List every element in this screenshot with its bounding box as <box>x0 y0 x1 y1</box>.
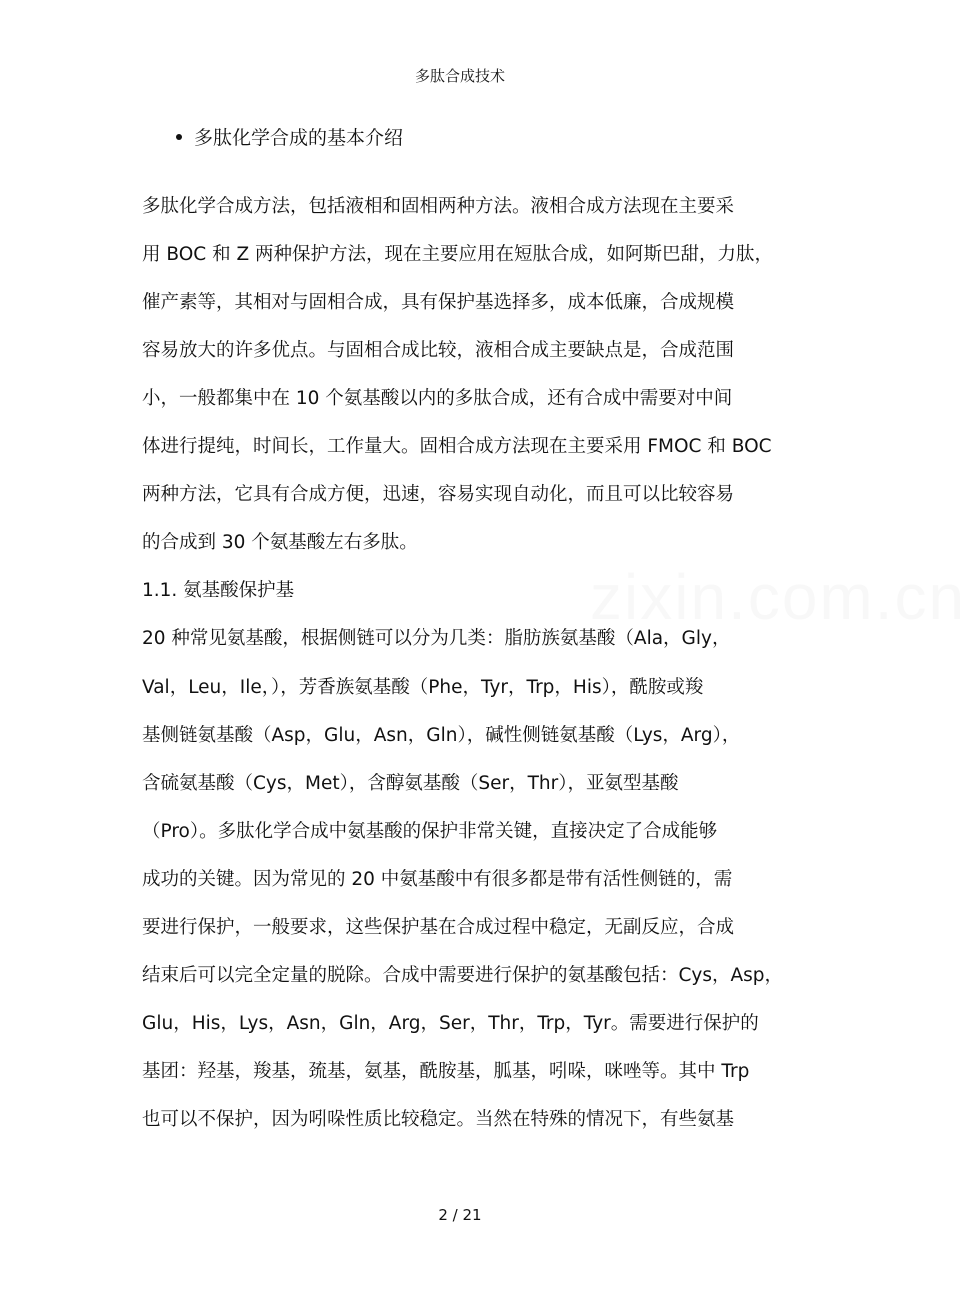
paragraph-line: 也可以不保护，因为吲哚性质比较稳定。当然在特殊的情况下，有些氨基 <box>142 1109 735 1130</box>
paragraph-line: （Pro）。多肽化学合成中氨基酸的保护非常关键，直接决定了合成能够 <box>142 821 718 842</box>
bullet-heading <box>176 124 403 152</box>
paragraph-line: 基侧链氨基酸（Asp，Glu，Asn，Gln），碱性侧链氨基酸（Lys，Arg）， <box>142 725 741 746</box>
page-header: 多肽合成技术 <box>414 67 505 85</box>
paragraph-line: 小，一般都集中在 10 个氨基酸以内的多肽合成，还有合成中需要对中间 <box>142 388 733 409</box>
paragraph-line: 容易放大的许多优点。与固相合成比较，液相合成主要缺点是，合成范围 <box>142 340 735 361</box>
paragraph-line: Val，Leu，Ile，），芳香族氨基酸（Phe，Tyr，Trp，His），酰胺或羧 <box>142 677 704 698</box>
page-number: 2 / 21 <box>438 1206 482 1224</box>
paragraph-line: 用 BOC 和 Z 两种保护方法，现在主要应用在短肽合成，如阿斯巴甜，力肽， <box>142 244 774 265</box>
paragraph-line: 成功的关键。因为常见的 20 中氨基酸中有很多都是带有活性侧链的，需 <box>142 869 733 890</box>
paragraph-line: 的合成到 30 个氨基酸左右多肽。 <box>142 532 418 553</box>
paragraph-line: Glu，His，Lys，Asn，Gln，Arg，Ser，Thr，Trp，Tyr。需要进行保护的 <box>142 1013 759 1034</box>
bullet-dot-icon <box>176 134 182 140</box>
paragraph-line: 体进行提纯，时间长，工作量大。固相合成方法现在主要采用 FMOC 和 BOC <box>142 436 772 457</box>
paragraph-line: 含硫氨基酸（Cys，Met），含醇氨基酸（Ser，Thr），亚氨型基酸 <box>142 773 679 794</box>
paragraph-line: 基团：羟基，羧基，巯基，氨基，酰胺基，胍基，吲哚，咪唑等。其中 Trp <box>142 1061 750 1082</box>
paragraph-line: 两种方法，它具有合成方便，迅速，容易实现自动化，而且可以比较容易 <box>142 484 735 505</box>
bullet-heading-text: 多肽化学合成的基本介绍 <box>194 127 404 149</box>
watermark: zixin.com.cn <box>590 561 966 633</box>
paragraph-line: 结束后可以完全定量的脱除。合成中需要进行保护的氨基酸包括：Cys，Asp， <box>142 965 784 986</box>
paragraph-line: 20 种常见氨基酸，根据侧链可以分为几类：脂肪族氨基酸（Ala，Gly， <box>142 628 731 649</box>
paragraph-line: 多肽化学合成方法，包括液相和固相两种方法。液相合成方法现在主要采 <box>142 196 735 217</box>
section-heading: 1.1. 氨基酸保护基 <box>142 580 295 601</box>
paragraph-line: 要进行保护，一般要求，这些保护基在合成过程中稳定，无副反应，合成 <box>142 917 735 938</box>
paragraph-line: 催产素等，其相对与固相合成，具有保护基选择多，成本低廉，合成规模 <box>142 292 735 313</box>
